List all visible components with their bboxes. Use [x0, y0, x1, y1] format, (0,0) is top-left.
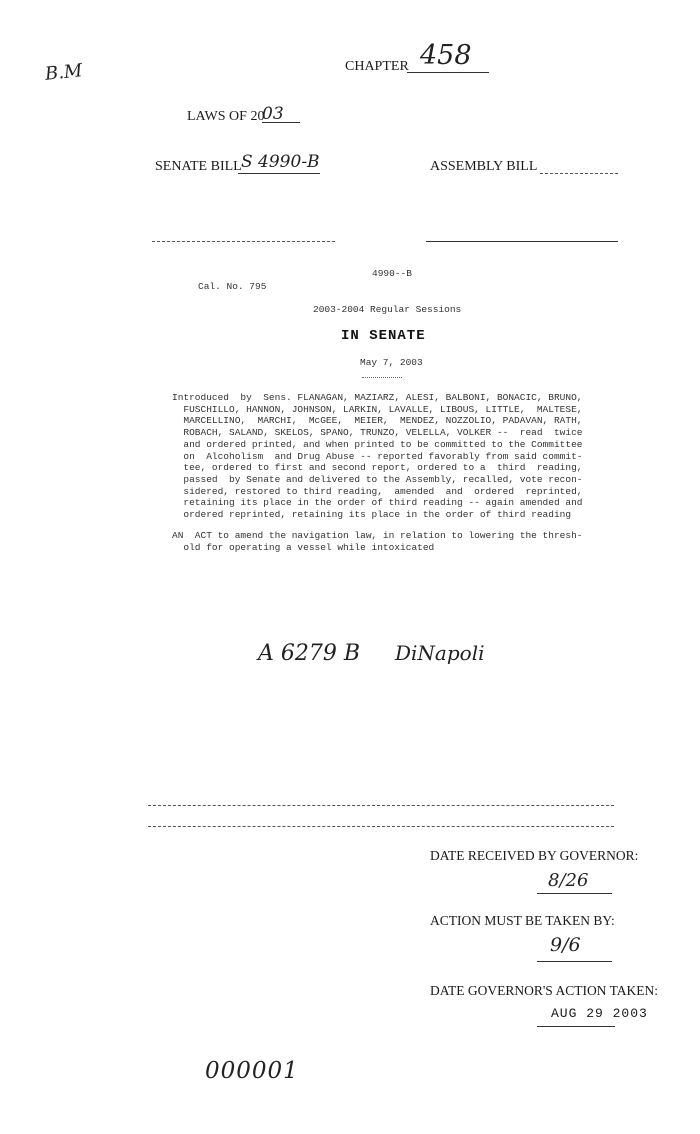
calendar-number: Cal. No. 795	[198, 281, 267, 292]
laws-of-label: LAWS OF 20	[187, 109, 265, 124]
bottom-separator-2	[148, 826, 614, 827]
date-received-label: DATE RECEIVED BY GOVERNOR:	[430, 848, 639, 863]
action-taken-label: DATE GOVERNOR'S ACTION TAKEN:	[430, 983, 658, 998]
laws-underline	[262, 122, 300, 123]
handwritten-initials: B.M	[44, 60, 84, 85]
separator-left	[152, 241, 335, 242]
assembly-bill-label: ASSEMBLY BILL	[430, 159, 538, 174]
handwritten-sponsor: DiNapoli	[395, 641, 485, 665]
chapter-number: 458	[420, 40, 472, 71]
act-title: AN ACT to amend the navigation law, in relation to lowering the thresh- old for operating a vessel while intoxicated	[172, 530, 583, 553]
introduction-paragraph: Introduced by Sens. FLANAGAN, MAZIARZ, ALESI, BALBONI, BONACIC, BRUNO, FUSCHILLO, HANNON, JOHNSON, LARKIN, LAVALLE, LIBOUS, LITTLE, MALTESE, MARCELLINO, MARCHI, McGEE, MEIER, MENDEZ, NOZZOLIO, PADAVAN, RATH, ROBACH, SALAND, SKELOS, SPANO, TRUNZO, VELELLA, VOLKER -- read twice and ordered printed, and when printed to be committed to the Committee on Alcoholism and Drug Abuse -- reported favorably from said commit- tee, ordered to first and second report, ordered to a third reading, passed by Senate and delivered to the Assembly, recalled, vote recon- sidered, restored to third reading, amended and ordered reprinted, retaining its place in the order of third reading -- again amended and ordered reprinted, retaining its place in the order of third reading	[172, 392, 583, 521]
senate-bill-label: SENATE BILL	[155, 159, 242, 174]
action-taken-underline	[537, 1026, 615, 1027]
session-title: 2003-2004 Regular Sessions	[313, 304, 462, 315]
action-taken-stamp: AUG 29 2003	[551, 1006, 648, 1021]
chamber-heading: IN SENATE	[341, 328, 426, 344]
action-deadline-value: 9/6	[550, 934, 581, 956]
chapter-underline	[407, 72, 489, 73]
date-received-underline	[537, 893, 612, 894]
page-number-stamp: 000001	[205, 1058, 299, 1084]
action-deadline-label: ACTION MUST BE TAKEN BY:	[430, 913, 615, 928]
bottom-separator-1	[148, 805, 614, 806]
senate-bill-underline	[238, 173, 320, 174]
separator-right	[426, 241, 618, 242]
date-underline	[362, 377, 402, 378]
bill-number: 4990--B	[372, 268, 412, 279]
assembly-bill-underline	[540, 173, 618, 174]
senate-bill-number: S 4990-B	[241, 152, 320, 172]
date-received-value: 8/26	[548, 870, 589, 891]
introduction-date: May 7, 2003	[360, 357, 423, 368]
action-deadline-underline	[537, 961, 612, 962]
handwritten-assembly-number: A 6279 B	[258, 641, 361, 666]
laws-year: 03	[262, 104, 284, 124]
chapter-label: CHAPTER	[345, 59, 409, 74]
